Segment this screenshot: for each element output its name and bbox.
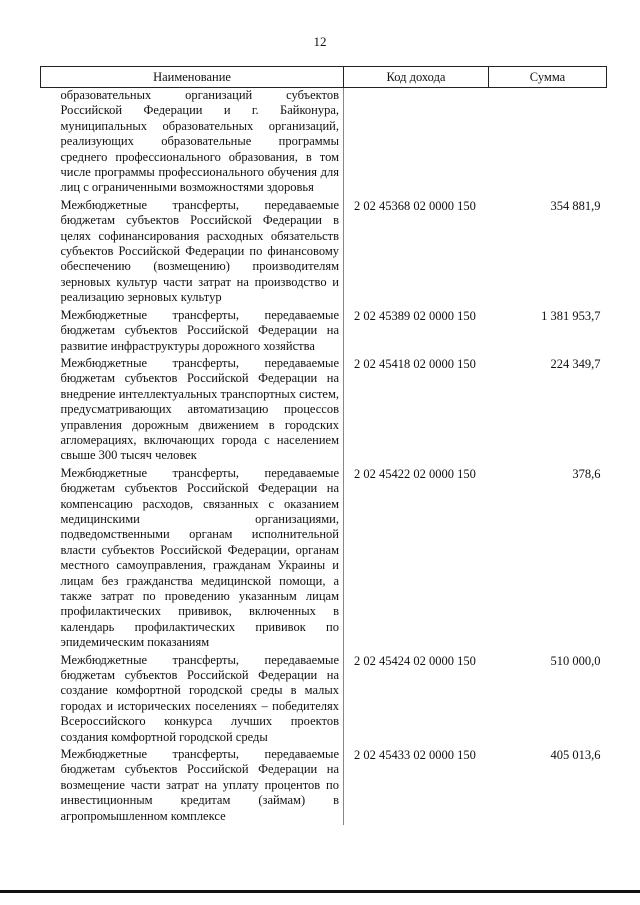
row-name: Межбюджетные трансферты, передаваемые бюджетам субъектов Российской Федерации на внедрение интеллектуальных транспортных систем, предусматривающих автоматизацию процессов управления дорожным движением в городских агломерациях, включающих города с населением свыше 300 тысяч человек	[41, 355, 344, 465]
table-row	[41, 465, 607, 652]
row-code	[344, 88, 489, 197]
row-name: Межбюджетные трансферты, передаваемые бюджетам субъектов Российской Федерации на компенсацию расходов, связанных с оказанием медицинскими организациями, подведомственными органам исполнительной власти субъектов Российской Федерации, органам местного самоуправления, гражданам Украины и лицам без гражданства медицинской помощи, а также затрат по проведению указанным лицам профилактических прививок, включенных в календарь профилактических прививок по эпидемическим показаниям	[41, 465, 344, 652]
header-name: Наименование	[41, 67, 344, 88]
revenue-table	[40, 66, 607, 825]
row-sum: 405 013,6	[550, 748, 601, 763]
row-code: 2 02 45422 02 0000 150	[354, 466, 476, 481]
table-row	[41, 746, 607, 825]
page-number: 12	[313, 34, 327, 49]
row-name: Межбюджетные трансферты, передаваемые бюджетам субъектов Российской Федерации на возмещение части затрат на уплату процентов по инвестиционным кредитам (займам) в агропромышленном комплексе	[41, 746, 344, 825]
row-code: 2 02 45389 02 0000 150	[354, 308, 476, 323]
table-header	[41, 67, 607, 88]
scan-edge-line	[0, 890, 640, 893]
row-sum: 378,6	[572, 466, 601, 481]
row-code: 2 02 45368 02 0000 150	[354, 198, 476, 213]
row-name: образовательных организаций субъектов Российской Федерации и г. Байконура, муниципальных образовательных организаций, реализующих образовательные программы среднего профессионального образования, в том числе программы профессионального обучения для лиц с ограниченными возможностями здоровья	[41, 88, 344, 197]
row-name: Межбюджетные трансферты, передаваемые бюджетам субъектов Российской Федерации на развитие инфраструктуры дорожного хозяйства	[41, 307, 344, 355]
row-sum	[489, 88, 607, 197]
row-sum: 510 000,0	[550, 653, 601, 668]
row-name: Межбюджетные трансферты, передаваемые бюджетам субъектов Российской Федерации на создание комфортной городской среды в малых городах и исторических поселениях – победителях Всероссийского конкурса лучших проектов создания комфортной городской среды	[41, 652, 344, 746]
table-row	[41, 652, 607, 746]
row-sum: 224 349,7	[550, 356, 601, 371]
row-sum: 354 881,9	[550, 198, 601, 213]
table-row	[41, 197, 607, 307]
table-row	[41, 355, 607, 465]
header-code: Код дохода	[344, 67, 489, 88]
row-code: 2 02 45433 02 0000 150	[354, 748, 476, 763]
table-row	[41, 307, 607, 355]
table-row	[41, 88, 607, 197]
row-code: 2 02 45424 02 0000 150	[354, 653, 476, 668]
row-code: 2 02 45418 02 0000 150	[354, 356, 476, 371]
row-sum: 1 381 953,7	[541, 308, 601, 323]
header-sum: Сумма	[489, 67, 607, 88]
row-name: Межбюджетные трансферты, передаваемые бюджетам субъектов Российской Федерации в целях софинансирования расходных обязательств субъектов Российской Федерации по финансовому обеспечению (возмещению) производителям зерновых культур части затрат на производство и реализацию зерновых культур	[41, 197, 344, 307]
